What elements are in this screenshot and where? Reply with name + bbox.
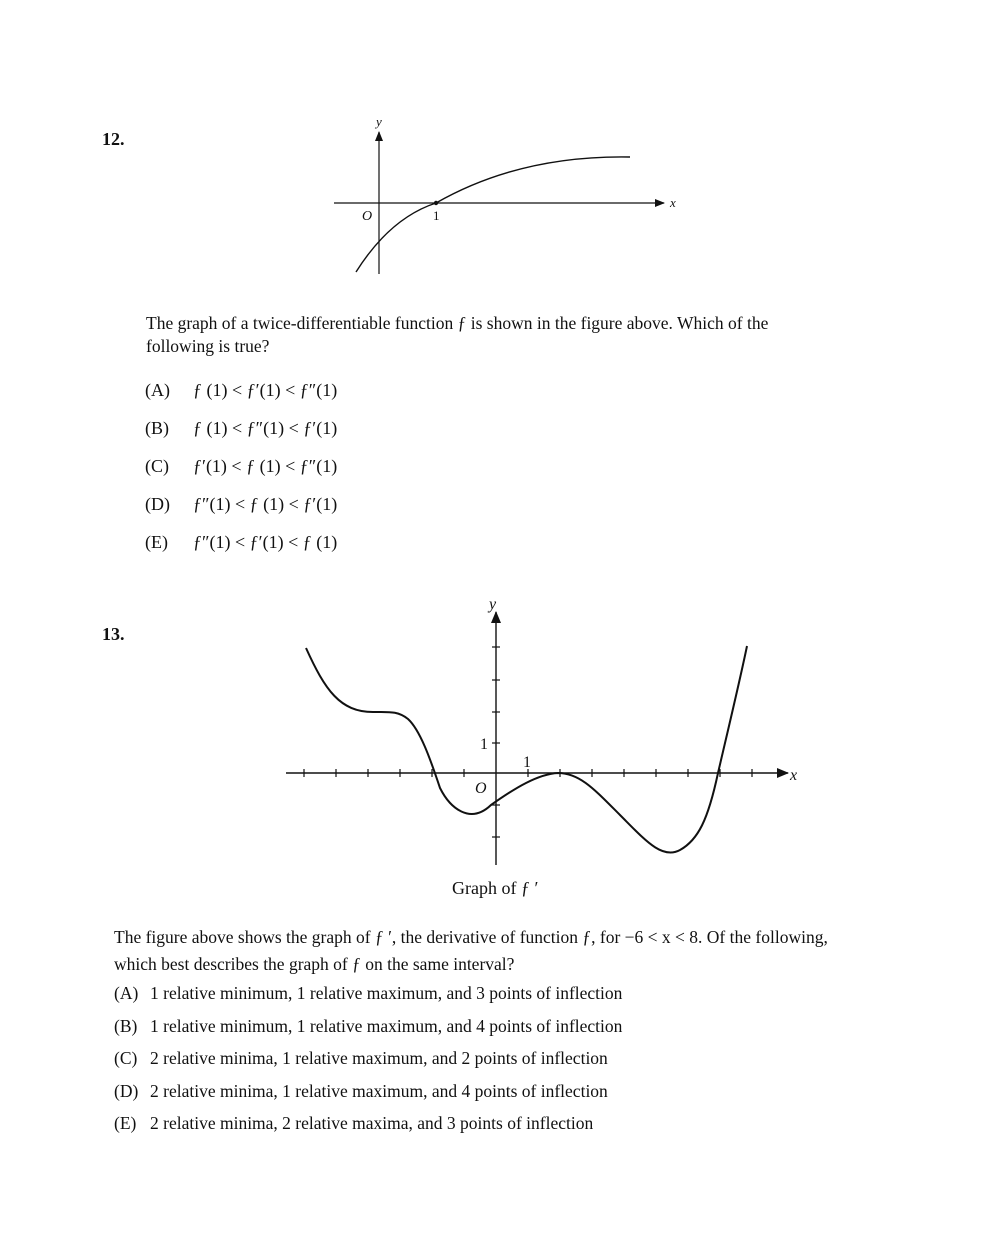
choice-text: 2 relative minima, 1 relative maximum, and 2 points of inflection — [150, 1048, 608, 1068]
question-13-prompt — [114, 924, 954, 978]
question-13-choice-b[interactable] — [114, 1016, 622, 1037]
choice-label: (B) — [114, 1016, 138, 1036]
question-13-number: 13. — [102, 624, 125, 644]
choice-text: ƒ″(1) < ƒ′(1) < ƒ (1) — [193, 532, 338, 552]
y-axis-label: y — [376, 114, 382, 129]
choice-text: ƒ″(1) < ƒ (1) < ƒ′(1) — [193, 494, 338, 514]
x-tick-label: 1 — [523, 754, 531, 771]
choice-label: (E) — [114, 1113, 137, 1133]
question-12-graph — [320, 108, 700, 288]
question-12-choice-b[interactable] — [145, 418, 337, 439]
x-tick-label: 1 — [433, 208, 440, 223]
choice-label: (D) — [145, 494, 170, 514]
prompt-line-1: The graph of a twice-differentiable function ƒ is shown in the figure above. Which of the — [146, 313, 769, 333]
prompt-line-1: The figure above shows the graph of ƒ ′, the derivative of function ƒ, for −6 < x < 8. Of the following, — [114, 927, 828, 947]
question-12-number: 12. — [102, 129, 125, 149]
choice-label: (B) — [145, 418, 169, 438]
prompt-line-2: following is true? — [146, 336, 270, 356]
x-axis-label: x — [790, 767, 798, 784]
choice-text: 1 relative minimum, 1 relative maximum, and 3 points of inflection — [150, 983, 623, 1003]
choice-label: (A) — [145, 380, 170, 400]
choice-label: (C) — [114, 1048, 138, 1068]
prompt-line-2: which best describes the graph of ƒ on the same interval? — [114, 954, 515, 974]
question-12-choice-d[interactable] — [145, 494, 337, 515]
function-curve — [356, 157, 630, 272]
graph-caption: Graph of ƒ ′ — [452, 878, 539, 898]
choice-label: (E) — [145, 532, 168, 552]
question-13-choice-a[interactable] — [114, 983, 622, 1004]
question-12-choice-c[interactable] — [145, 456, 337, 477]
origin-label: O — [362, 209, 373, 224]
question-13-choice-d[interactable] — [114, 1081, 608, 1102]
y-tick-label: 1 — [480, 736, 488, 753]
question-13-choice-c[interactable] — [114, 1048, 608, 1069]
question-12-choice-a[interactable] — [145, 380, 337, 401]
choice-text: ƒ (1) < ƒ′(1) < ƒ″(1) — [193, 380, 338, 400]
choice-label: (D) — [114, 1081, 139, 1101]
x-axis-label: x — [670, 195, 676, 210]
y-axis-label: y — [489, 596, 497, 613]
choice-text: ƒ′(1) < ƒ (1) < ƒ″(1) — [193, 456, 338, 476]
choice-label: (A) — [114, 983, 139, 1003]
question-13-graph — [270, 590, 820, 910]
question-12-prompt — [146, 312, 866, 358]
root-point — [434, 201, 438, 205]
origin-label: O — [475, 780, 487, 797]
question-13-choice-e[interactable] — [114, 1113, 593, 1134]
choice-text: ƒ (1) < ƒ″(1) < ƒ′(1) — [193, 418, 338, 438]
question-12-choice-e[interactable] — [145, 532, 337, 553]
choice-text: 1 relative minimum, 1 relative maximum, and 4 points of inflection — [150, 1016, 623, 1036]
choice-text: 2 relative minima, 2 relative maxima, and 3 points of inflection — [150, 1113, 594, 1133]
choice-label: (C) — [145, 456, 169, 476]
choice-text: 2 relative minima, 1 relative maximum, and 4 points of inflection — [150, 1081, 608, 1101]
derivative-curve — [306, 646, 747, 853]
